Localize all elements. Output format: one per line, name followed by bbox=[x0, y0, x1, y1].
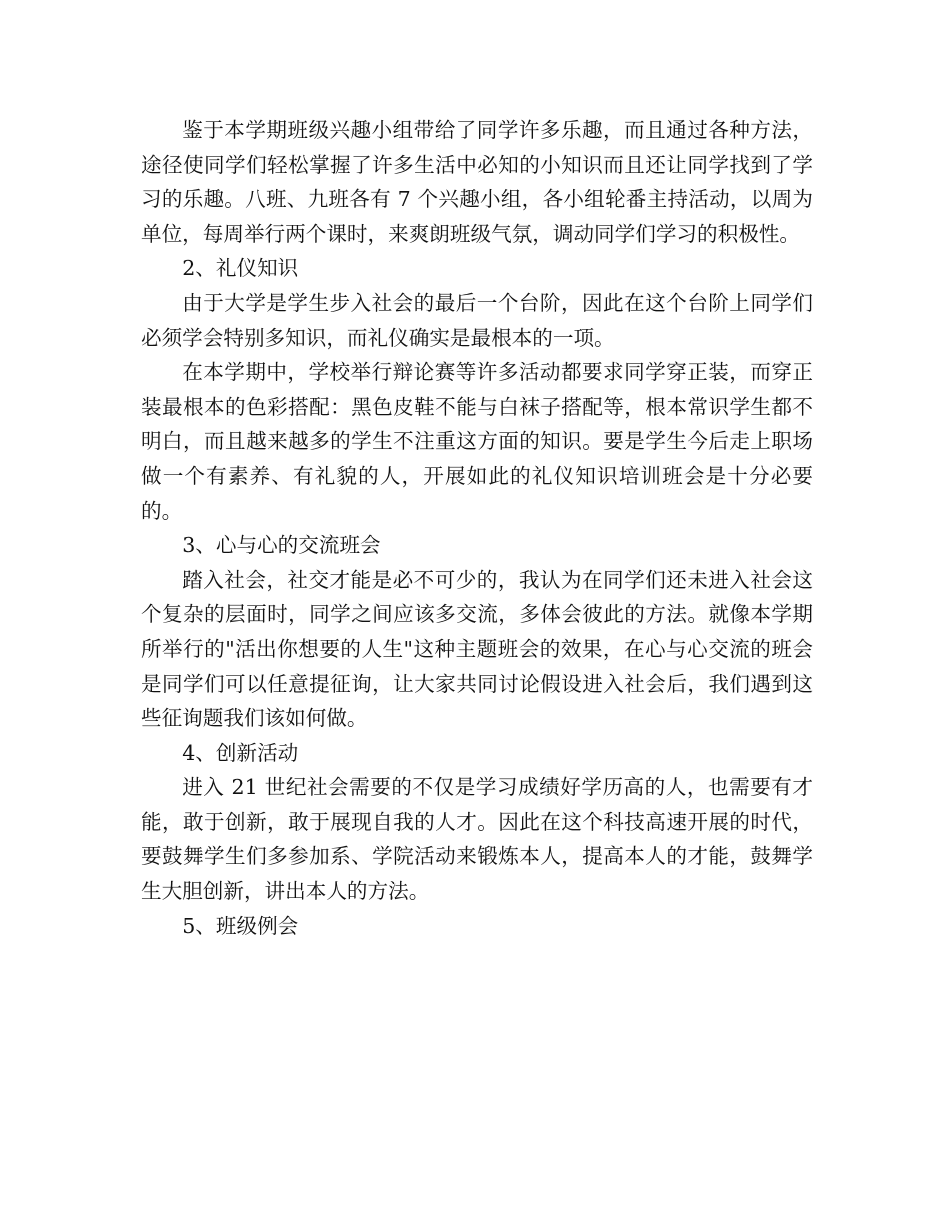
heading-heart-to-heart: 3、心与心的交流班会 bbox=[182, 533, 381, 558]
paragraph-innovation: 进入 21 世纪社会需要的不仅是学习成绩好学历高的人，也需要有才能，敢于创新，敢于展现自我的人才。因此在这个科技高速开展的时代，要鼓舞学生们多参加系、学院活动来锻炼本人，提高本人的才能，鼓舞学生大胆创新，讲出本人的方法。 bbox=[141, 775, 813, 904]
heading-innovation: 4、创新活动 bbox=[182, 740, 299, 765]
heading-etiquette: 2、礼仪知识 bbox=[182, 256, 299, 281]
document-page bbox=[141, 113, 813, 943]
paragraph-interest-groups: 鉴于本学期班级兴趣小组带给了同学许多乐趣，而且通过各种方法，途径使同学们轻松掌握了许多生活中必知的小知识而且还让同学找到了学习的乐趣。八班、九班各有 7 个兴趣小组，各小组轮番主持活动，以周为单位，每周举行两个课时，来爽朗班级气氛，调动同学们学习的积极性。 bbox=[141, 118, 813, 246]
paragraph-etiquette-details: 在本学期中，学校举行辩论赛等许多活动都要求同学穿正装，而穿正装最根本的色彩搭配：黑色皮鞋不能与白袜子搭配等，根本常识学生都不明白，而且越来越多的学生不注重这方面的知识。要是学生今后走上职场做一个有素养、有礼貌的人，开展如此的礼仪知识培训班会是十分必要的。 bbox=[141, 360, 813, 523]
paragraph-heart-to-heart: 踏入社会，社交才能是必不可少的，我认为在同学们还未进入社会这个复杂的层面时，同学之间应该多交流，多体会彼此的方法。就像本学期所举行的"活出你想要的人生"这种主题班会的效果，在心与心交流的班会是同学们可以任意提征询，让大家共同讨论假设进入社会后，我们遇到这些征询题我们该如何做。 bbox=[141, 567, 813, 731]
heading-class-meeting: 5、班级例会 bbox=[182, 913, 299, 938]
paragraph-etiquette-intro: 由于大学是学生步入社会的最后一个台阶，因此在这个台阶上同学们必须学会特别多知识，而礼仪确实是最根本的一项。 bbox=[141, 290, 813, 350]
